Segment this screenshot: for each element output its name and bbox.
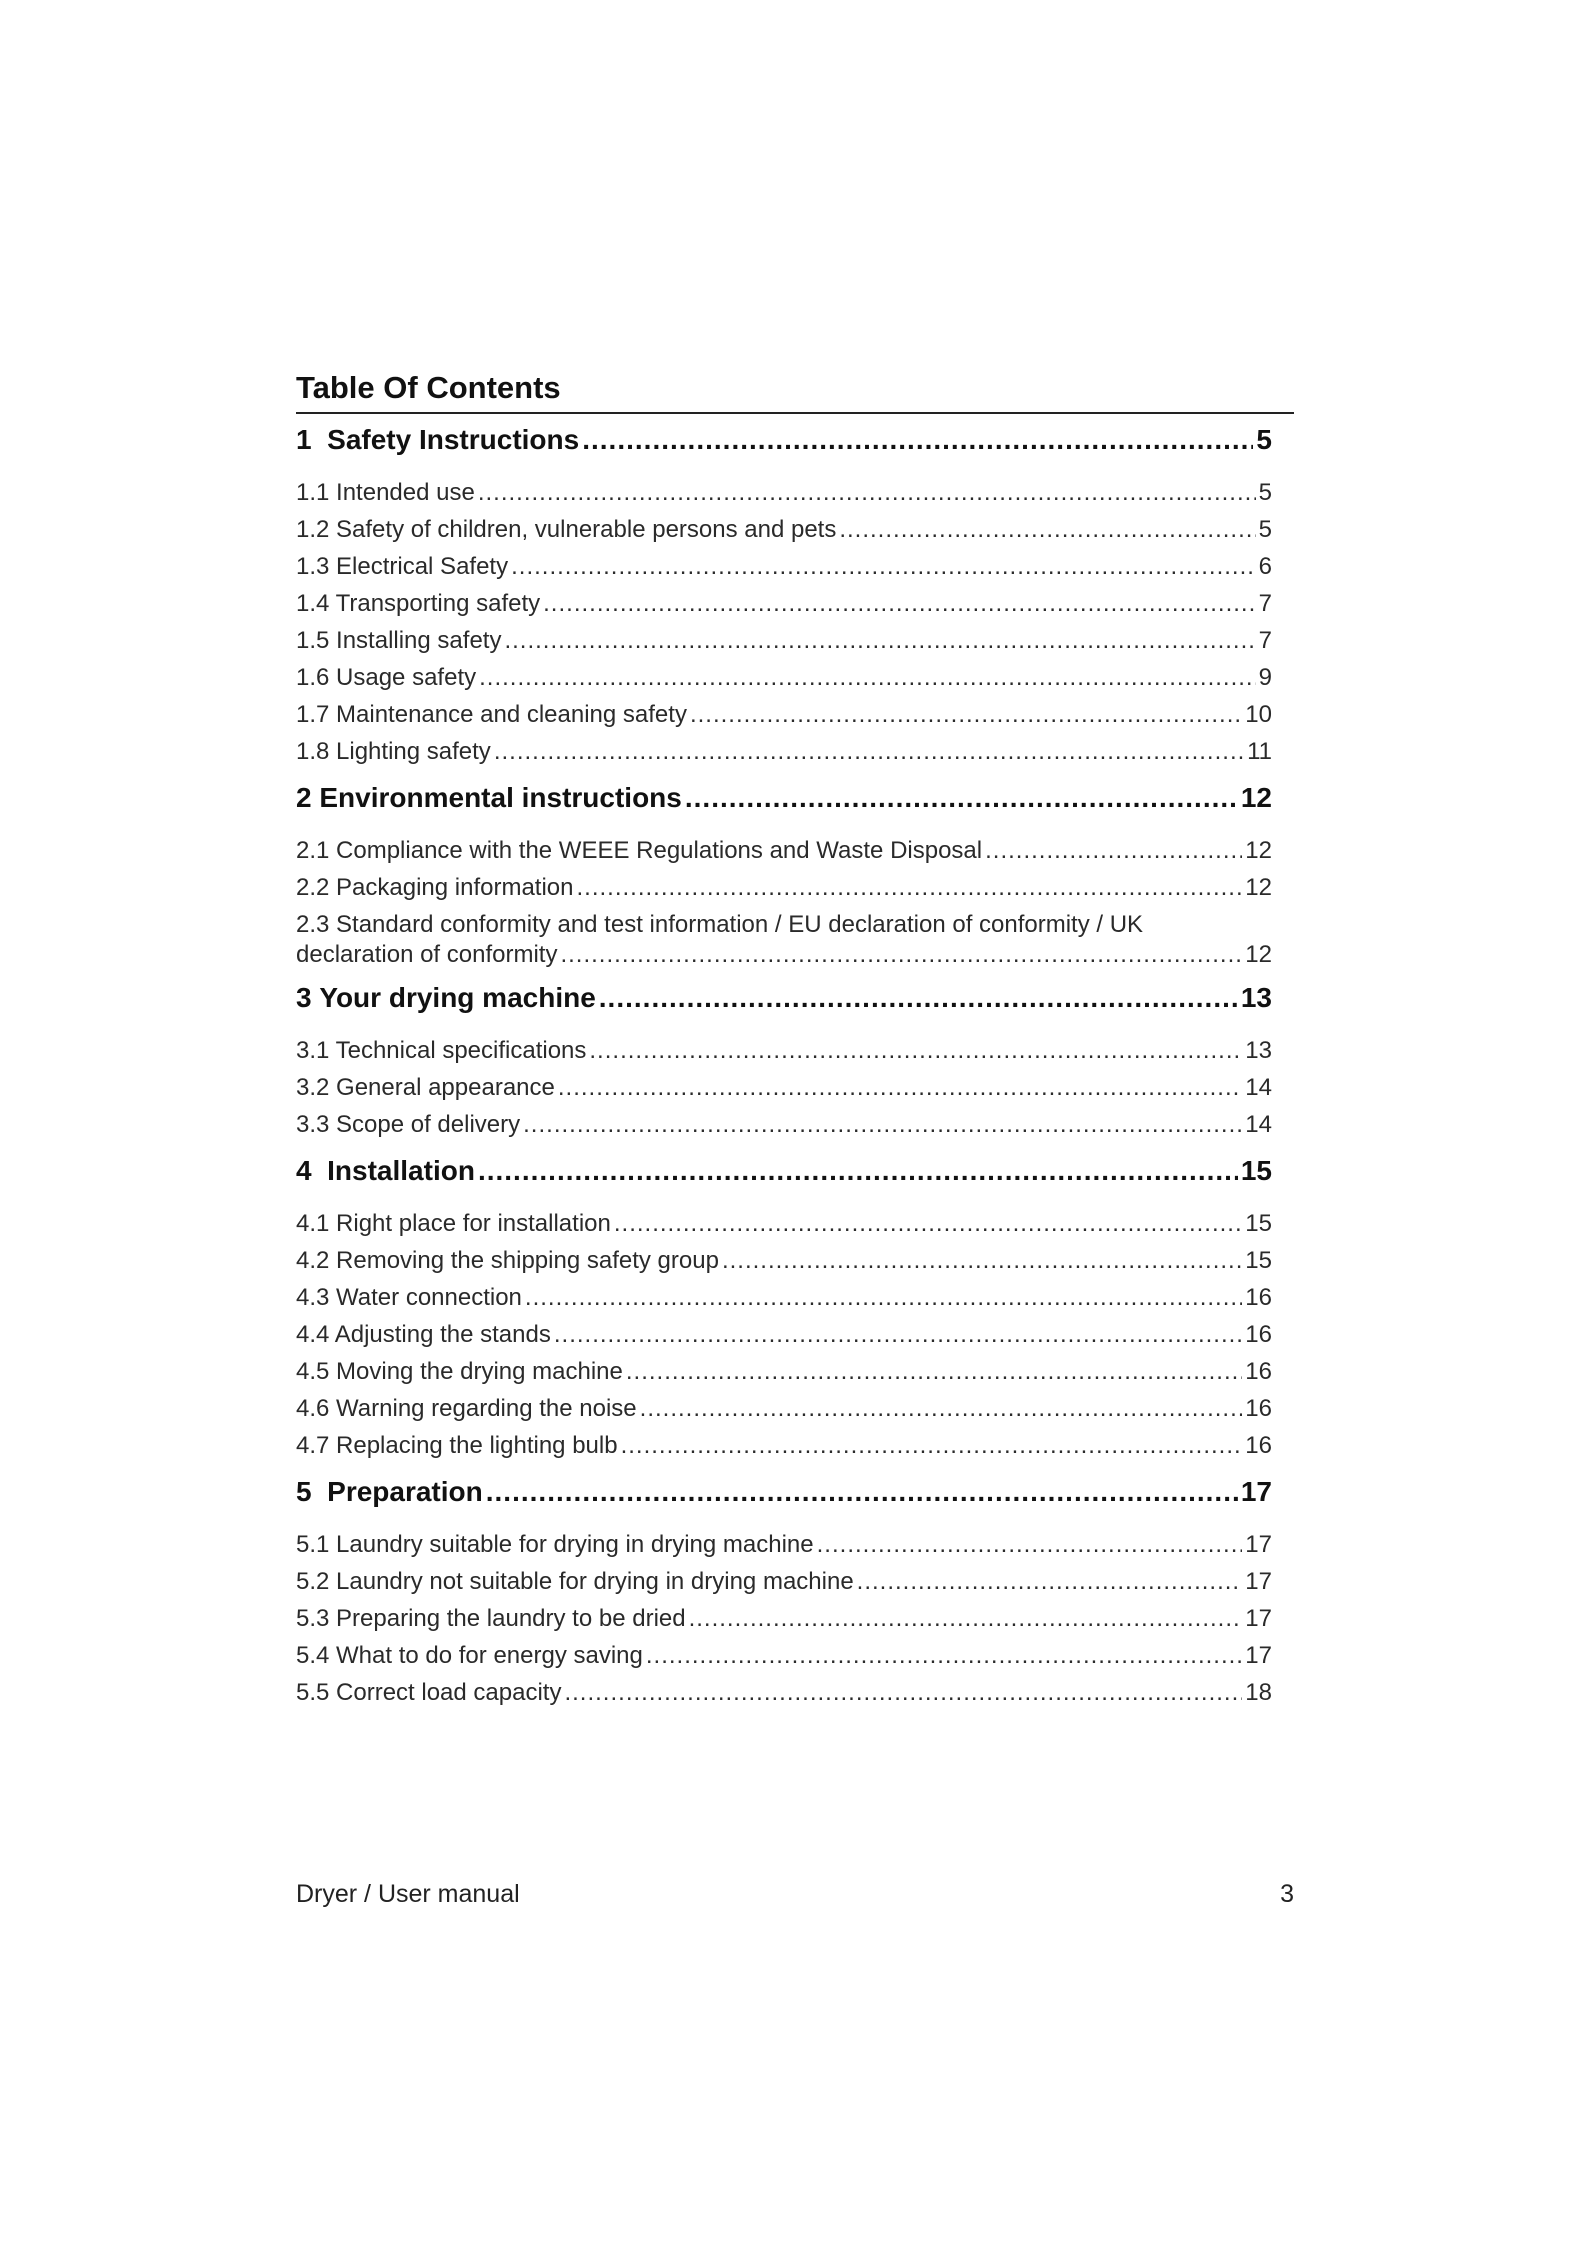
toc-entry[interactable] <box>296 659 1272 696</box>
entry-label: 5.3 Preparing the laundry to be dried <box>296 1605 686 1632</box>
entry-page: 7 <box>1258 590 1272 617</box>
entry-page: 11 <box>1247 738 1272 765</box>
footer-page-number: 3 <box>1280 1880 1294 1908</box>
dot-leader <box>690 696 1242 733</box>
entry-page: 5 <box>1258 479 1272 506</box>
toc-entry[interactable] <box>296 1279 1272 1316</box>
entry-page: 12 <box>1245 874 1272 901</box>
dot-leader <box>494 733 1244 770</box>
dot-leader <box>857 1563 1243 1600</box>
entry-label: 5.2 Laundry not suitable for drying in drying machine <box>296 1568 854 1595</box>
dot-leader <box>817 1526 1243 1563</box>
entry-label: 5.4 What to do for energy saving <box>296 1642 643 1669</box>
entry-label: 1.2 Safety of children, vulnerable persons and pets <box>296 516 837 543</box>
toc-chapter-3[interactable] <box>296 980 1272 1016</box>
dot-leader <box>560 940 1242 970</box>
entry-page: 10 <box>1245 701 1272 728</box>
entry-page: 16 <box>1245 1395 1272 1422</box>
toc-chapter-4[interactable] <box>296 1153 1272 1189</box>
dot-leader <box>525 1279 1242 1316</box>
entry-label: 4.4 Adjusting the stands <box>296 1321 551 1348</box>
toc-entry[interactable] <box>296 696 1272 733</box>
entry-label: 4.6 Warning regarding the noise <box>296 1395 637 1422</box>
entry-label: 4.3 Water connection <box>296 1284 522 1311</box>
toc-entry[interactable] <box>296 1674 1272 1711</box>
toc-entry[interactable] <box>296 733 1272 770</box>
chapter-page: 15 <box>1240 1155 1272 1186</box>
entry-page: 17 <box>1245 1605 1272 1632</box>
chapter-label: Installation <box>327 1155 475 1186</box>
toc-page <box>296 368 1294 1711</box>
entry-label: 3.3 Scope of delivery <box>296 1111 521 1138</box>
toc-entry[interactable] <box>296 1526 1272 1563</box>
entry-page: 16 <box>1245 1284 1272 1311</box>
toc-chapter-2[interactable] <box>296 780 1272 816</box>
entry-label: 4.1 Right place for installation <box>296 1210 611 1237</box>
dot-leader <box>564 1674 1242 1711</box>
chapter-number: 5 <box>296 1476 312 1507</box>
page-footer <box>296 1880 1294 1909</box>
dot-leader <box>689 1600 1243 1637</box>
toc-list <box>296 422 1294 1711</box>
entry-label: 5.5 Correct load capacity <box>296 1679 562 1706</box>
entry-label: 3.2 General appearance <box>296 1074 555 1101</box>
dot-leader <box>621 1427 1243 1464</box>
toc-entry[interactable] <box>296 1563 1272 1600</box>
toc-entry[interactable] <box>296 1390 1272 1427</box>
entry-page: 17 <box>1245 1531 1272 1558</box>
toc-entry[interactable] <box>296 832 1272 869</box>
dot-leader <box>626 1353 1242 1390</box>
chapter-page: 17 <box>1240 1476 1272 1507</box>
toc-chapter-1[interactable] <box>296 422 1272 458</box>
entry-label: 1.1 Intended use <box>296 479 475 506</box>
entry-label-line1: 2.3 Standard conformity and test information / EU declaration of conformity / UK <box>296 911 1144 938</box>
chapter-label: Environmental instructions <box>319 782 682 813</box>
toc-entry[interactable] <box>296 1637 1272 1674</box>
entry-label: 4.7 Replacing the lighting bulb <box>296 1432 618 1459</box>
toc-entry[interactable] <box>296 1600 1272 1637</box>
entry-label: 1.6 Usage safety <box>296 664 477 691</box>
dot-leader <box>543 585 1256 622</box>
entry-page: 12 <box>1245 941 1272 968</box>
dot-leader <box>614 1205 1242 1242</box>
dot-leader <box>985 832 1242 869</box>
entry-page: 15 <box>1245 1210 1272 1237</box>
entry-page: 7 <box>1258 627 1272 654</box>
chapter-page: 12 <box>1240 782 1272 813</box>
chapter-page: 13 <box>1240 982 1272 1013</box>
toc-entry[interactable] <box>296 474 1272 511</box>
toc-entry[interactable] <box>296 622 1272 659</box>
entry-page: 17 <box>1245 1568 1272 1595</box>
dot-leader <box>640 1390 1243 1427</box>
toc-entry[interactable] <box>296 511 1272 548</box>
chapter-label: Safety Instructions <box>327 424 580 455</box>
dot-leader <box>685 780 1238 816</box>
entry-label: 1.7 Maintenance and cleaning safety <box>296 701 687 728</box>
dot-leader <box>646 1637 1242 1674</box>
chapter-label: Preparation <box>327 1476 483 1507</box>
entry-label: 2.2 Packaging information <box>296 874 574 901</box>
toc-entry[interactable] <box>296 1069 1272 1106</box>
toc-entry[interactable] <box>296 1106 1272 1143</box>
chapter-number: 1 <box>296 424 312 455</box>
entry-label: 2.1 Compliance with the WEEE Regulations and Waste Disposal <box>296 837 983 864</box>
toc-entry[interactable] <box>296 1242 1272 1279</box>
entry-label: 3.1 Technical specifications <box>296 1037 587 1064</box>
entry-page: 16 <box>1245 1321 1272 1348</box>
toc-entry[interactable] <box>296 1205 1272 1242</box>
toc-entry[interactable] <box>296 1316 1272 1353</box>
toc-entry[interactable] <box>296 1353 1272 1390</box>
chapter-number: 4 <box>296 1155 312 1186</box>
dot-leader <box>577 869 1243 906</box>
dot-leader <box>554 1316 1242 1353</box>
entry-page: 14 <box>1245 1074 1272 1101</box>
toc-chapter-5[interactable] <box>296 1474 1272 1510</box>
dot-leader <box>582 422 1253 458</box>
footer-document-title: Dryer / User manual <box>296 1880 520 1908</box>
toc-entry[interactable] <box>296 548 1272 585</box>
entry-page: 17 <box>1245 1642 1272 1669</box>
toc-entry[interactable] <box>296 585 1272 622</box>
entry-page: 16 <box>1245 1432 1272 1459</box>
toc-title: Table Of Contents <box>296 368 1294 414</box>
chapter-number: 2 <box>296 782 312 813</box>
dot-leader <box>722 1242 1242 1279</box>
dot-leader <box>486 1474 1238 1510</box>
entry-label: 4.5 Moving the drying machine <box>296 1358 623 1385</box>
entry-page: 13 <box>1245 1037 1272 1064</box>
dot-leader <box>839 511 1255 548</box>
entry-page: 9 <box>1258 664 1272 691</box>
entry-page: 12 <box>1245 837 1272 864</box>
dot-leader <box>478 1153 1238 1189</box>
entry-label: 1.4 Transporting safety <box>296 590 541 617</box>
dot-leader <box>589 1032 1242 1069</box>
entry-label-line2: declaration of conformity <box>296 941 558 968</box>
dot-leader <box>511 548 1256 585</box>
dot-leader <box>478 474 1256 511</box>
entry-page: 18 <box>1245 1679 1272 1706</box>
dot-leader <box>479 659 1256 696</box>
dot-leader <box>599 980 1238 1016</box>
chapter-number: 3 <box>296 982 312 1013</box>
entry-label: 5.1 Laundry suitable for drying in drying machine <box>296 1531 814 1558</box>
entry-label: 1.5 Installing safety <box>296 627 502 654</box>
toc-entry[interactable] <box>296 1032 1272 1069</box>
dot-leader <box>558 1069 1242 1106</box>
chapter-label: Your drying machine <box>319 982 596 1013</box>
entry-page: 5 <box>1258 516 1272 543</box>
entry-label: 1.3 Electrical Safety <box>296 553 509 580</box>
entry-label: 1.8 Lighting safety <box>296 738 491 765</box>
entry-page: 15 <box>1245 1247 1272 1274</box>
toc-entry[interactable] <box>296 869 1272 906</box>
toc-entry[interactable] <box>296 1427 1272 1464</box>
toc-entry-multiline[interactable] <box>296 906 1272 970</box>
dot-leader <box>523 1106 1242 1143</box>
entry-page: 16 <box>1245 1358 1272 1385</box>
entry-page: 6 <box>1258 553 1272 580</box>
dot-leader <box>504 622 1255 659</box>
chapter-page: 5 <box>1256 424 1272 455</box>
entry-page: 14 <box>1245 1111 1272 1138</box>
entry-label: 4.2 Removing the shipping safety group <box>296 1247 719 1274</box>
